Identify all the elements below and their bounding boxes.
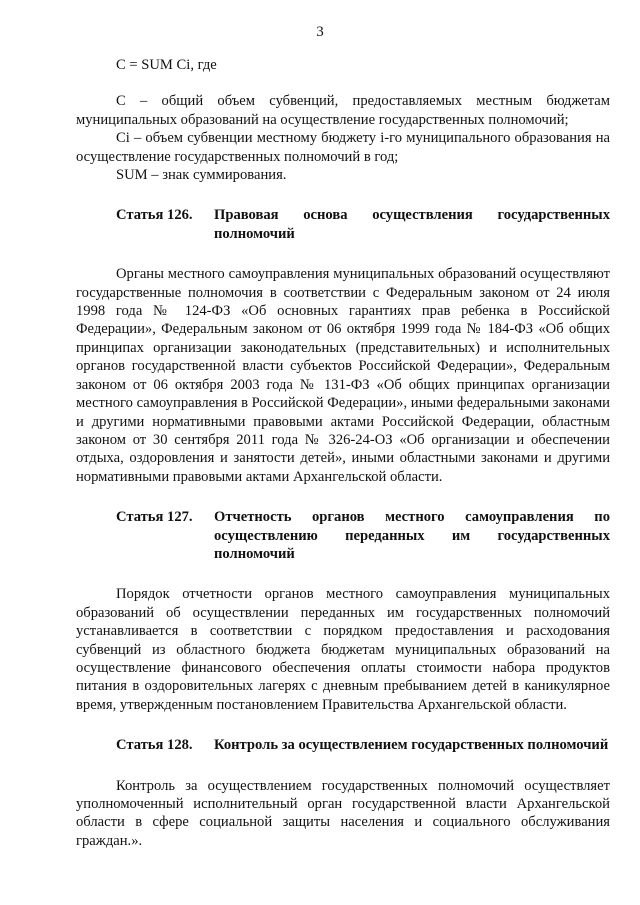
article-126-text: Органы местного самоуправления муниципальных образований осуществляют государственные полномочия в соответствии с Федеральным законом от 24 июля 1998 года № 124-ФЗ «Об основных гарантиях прав ребенка в Российской Федерации», Федеральным законом от 06 октября 1999 года № 184-ФЗ «Об общих принципах организации законодательных (представительных) и исполнительных органов государственной власти субъектов Российской Федерации», Федеральным законом от 06 октября 2003 года № 131-ФЗ «Об общих принципах организации местного самоуправления в Российской Федерации», иными федеральными законами и другими нормативными правовыми актами Российской Федерации, областным законом от 30 сентября 2011 года № 326-24-ОЗ «Об организации и обеспечении отдыха, оздоровления и занятости детей», иными областными законами и другими нормативными правовыми актами Архангельской области. <box>76 266 610 485</box>
article-title: Правовая основа осуществления государственных полномочий <box>214 207 610 242</box>
article-number: Статья 127. <box>116 509 193 526</box>
article-number: Статья 128. <box>116 737 193 754</box>
article-127-heading <box>76 508 610 563</box>
article-title: Отчетность органов местного самоуправления по осуществлению переданных им государственных полномочий <box>214 509 610 562</box>
definition-c: С – общий объем субвенций, предоставляемых местным бюджетам муниципальных образований на осуществление государственных полномочий; <box>76 93 610 128</box>
formula: С = SUM Сi, где <box>116 57 217 73</box>
document-body <box>76 56 610 850</box>
definition-ci: Сi – объем субвенции местному бюджету i-го муниципального образования на осуществление государственных полномочий в год; <box>76 130 610 165</box>
article-number: Статья 126. <box>116 207 193 224</box>
article-126-heading <box>76 206 610 243</box>
article-128-heading <box>76 736 610 754</box>
article-128-text: Контроль за осуществлением государственных полномочий осуществляет уполномоченный исполнительный орган государственной власти Архангельской области в сфере социальной защиты населения и социального обслуживания граждан.». <box>76 777 610 849</box>
definition-sum: SUM – знак суммирования. <box>116 167 287 184</box>
article-127-text: Порядок отчетности органов местного самоуправления муниципальных образований об осуществлении переданных им государственных полномочий устанавливается в соответствии с порядком предоставления и расходования субвенций из областного бюджета бюджетам муниципальных образований на осуществление финансового обеспечения оплаты стоимости набора продуктов питания в оздоровительных лагерях с дневным пребыванием детей в каникулярное время, утвержденным постановлением Правительства Архангельской области. <box>76 586 610 713</box>
page-number: 3 <box>316 24 324 40</box>
article-title: Контроль за осуществлением государственных полномочий <box>214 737 609 754</box>
